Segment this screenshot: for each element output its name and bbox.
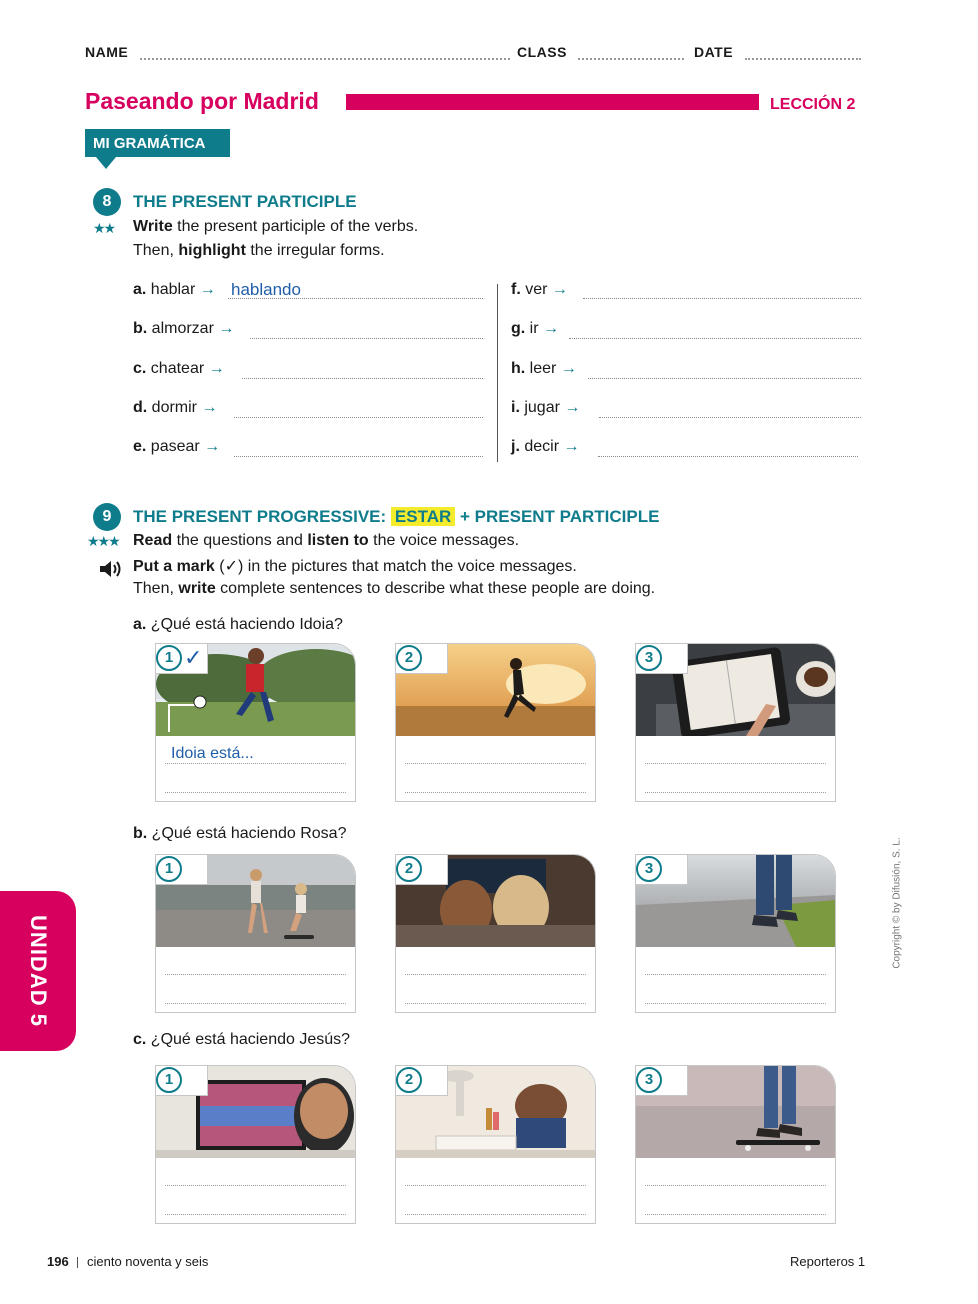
write-line[interactable] (645, 792, 826, 793)
card-number-tag: 1 (156, 1066, 208, 1096)
exercise-8-instruction-2: Then, highlight the irregular forms. (133, 242, 385, 259)
card-number-tag: 1 (156, 855, 208, 885)
answer-line-g[interactable] (569, 337, 861, 339)
exercise-9-instruction-3: Then, write complete sentences to describe what these people are doing. (133, 580, 656, 597)
write-line[interactable] (645, 1214, 826, 1215)
sample-answer: Idoia está... (171, 745, 254, 762)
book-title: Reporteros 1 (790, 1254, 866, 1269)
write-line[interactable] (405, 974, 586, 975)
write-line[interactable] (165, 974, 346, 975)
exercise-8-instruction-1: Write the present participle of the verbs. (133, 218, 419, 235)
answer-line-j[interactable] (598, 455, 858, 457)
class-field[interactable] (578, 58, 684, 60)
verb-item-d: d. dormir → (133, 399, 218, 416)
card-number-tag: 1 ✓ (156, 644, 208, 674)
answer-line-i[interactable] (599, 416, 861, 418)
verb-item-c: c. chatear → (133, 360, 225, 377)
exercise-9-title: THE PRESENT PROGRESSIVE: ESTAR + PRESENT PARTICIPLE (133, 507, 660, 526)
question-a: a. ¿Qué está haciendo Idoia? (133, 616, 343, 633)
card-number-tag: 2 (396, 1066, 448, 1096)
exercise-9-instruction-1: Read the questions and listen to the voice messages. (133, 532, 520, 549)
exercise-8-number: 8 (93, 188, 121, 216)
speaker-icon[interactable] (98, 558, 124, 580)
arrow-icon: → (563, 438, 580, 455)
write-line[interactable] (165, 1214, 346, 1215)
write-line[interactable] (165, 1185, 346, 1186)
write-line[interactable] (405, 763, 586, 764)
picture-card-c2[interactable] (395, 1065, 596, 1224)
question-b: b. ¿Qué está haciendo Rosa? (133, 825, 347, 842)
name-label: NAME (85, 44, 129, 60)
difficulty-stars: ★★ (93, 220, 115, 236)
name-field[interactable] (140, 58, 510, 60)
lesson-label: LECCIÓN 2 (770, 96, 856, 113)
card-number-tag: 3 (636, 644, 688, 674)
picture-card-a1[interactable] (155, 643, 356, 802)
verb-item-e: e. pasear → (133, 438, 221, 455)
answer-line-h[interactable] (588, 377, 861, 379)
difficulty-stars: ★★★ (87, 533, 119, 549)
arrow-icon: → (208, 360, 225, 377)
verb-item-f: f. ver → (511, 281, 568, 298)
answer-line-a[interactable] (228, 297, 483, 299)
answer-line-d[interactable] (234, 416, 483, 418)
section-tag: MI GRAMÁTICA (85, 129, 230, 157)
write-line[interactable] (645, 1185, 826, 1186)
unit-side-tab: UNIDAD 5 (0, 891, 76, 1051)
card-number-tag: 3 (636, 1066, 688, 1096)
date-label: DATE (694, 44, 734, 60)
arrow-icon: → (564, 399, 581, 416)
arrow-icon: → (201, 399, 218, 416)
card-number-tag: 2 (396, 855, 448, 885)
verb-item-a: a. hablar → (133, 281, 216, 298)
write-line[interactable] (165, 792, 346, 793)
section-tag-pointer (96, 157, 116, 169)
footer-separator (77, 1257, 78, 1268)
answer-a: hablando (231, 280, 301, 299)
verb-item-b: b. almorzar → (133, 320, 235, 337)
verb-item-g: g. ir → (511, 320, 560, 337)
arrow-icon: → (560, 360, 577, 377)
question-c: c. ¿Qué está haciendo Jesús? (133, 1031, 351, 1048)
verb-item-h: h. leer → (511, 360, 577, 377)
exercise-9-instruction-2: Put a mark (✓) in the pictures that match the voice messages. (133, 558, 577, 575)
answer-line-e[interactable] (234, 455, 483, 457)
arrow-icon: → (543, 320, 560, 337)
checkmark-icon: ✓ (184, 645, 203, 670)
write-line[interactable] (645, 763, 826, 764)
estar-highlight: ESTAR (391, 507, 455, 526)
exercise-8-title: THE PRESENT PARTICIPLE (133, 192, 357, 211)
arrow-icon: → (199, 281, 216, 298)
picture-card-b2[interactable] (395, 854, 596, 1013)
copyright-notice: Copyright © by Difusión, S. L. (891, 837, 903, 969)
write-line[interactable] (645, 974, 826, 975)
page-number: 196 (47, 1254, 69, 1269)
write-line[interactable] (405, 1003, 586, 1004)
answer-line-b[interactable] (250, 337, 483, 339)
picture-card-c3[interactable] (635, 1065, 836, 1224)
write-line[interactable] (645, 1003, 826, 1004)
picture-card-c1[interactable] (155, 1065, 356, 1224)
title-bar (346, 94, 759, 110)
card-number-tag: 2 (396, 644, 448, 674)
write-line[interactable] (405, 1185, 586, 1186)
picture-card-b1[interactable] (155, 854, 356, 1013)
write-line[interactable] (405, 792, 586, 793)
date-field[interactable] (745, 58, 861, 60)
answer-line-f[interactable] (583, 297, 861, 299)
card-number-tag: 3 (636, 855, 688, 885)
write-line[interactable] (405, 1214, 586, 1215)
page-number-words: ciento noventa y seis (87, 1254, 209, 1269)
picture-card-b3[interactable] (635, 854, 836, 1013)
exercise-9-number: 9 (93, 503, 121, 531)
arrow-icon: → (218, 320, 235, 337)
write-line[interactable] (165, 1003, 346, 1004)
verb-item-i: i. jugar → (511, 399, 581, 416)
arrow-icon: → (204, 438, 221, 455)
column-divider (497, 284, 498, 462)
write-line[interactable] (165, 763, 346, 764)
arrow-icon: → (551, 281, 568, 298)
class-label: CLASS (517, 44, 567, 60)
verb-item-j: j. decir → (511, 438, 580, 455)
answer-line-c[interactable] (242, 377, 483, 379)
picture-card-a2[interactable] (395, 643, 596, 802)
page-title: Paseando por Madrid (85, 88, 319, 114)
picture-card-a3[interactable] (635, 643, 836, 802)
